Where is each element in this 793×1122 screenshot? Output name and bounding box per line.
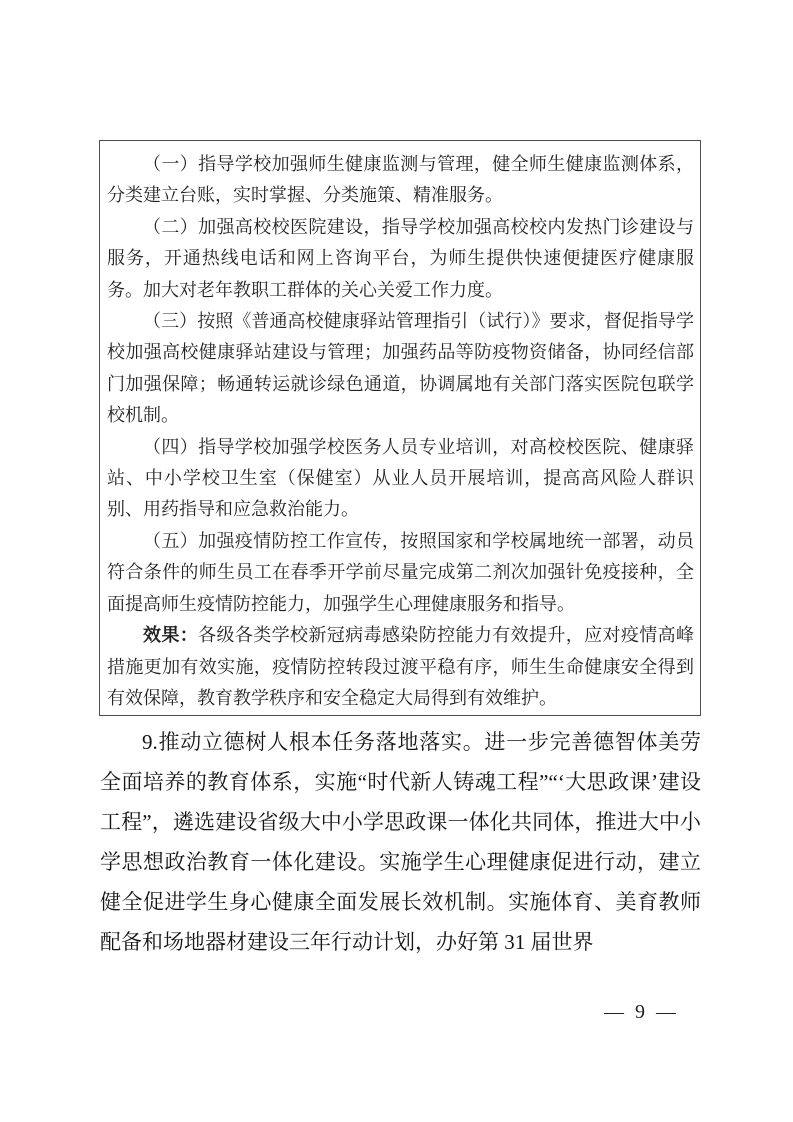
box-paragraph-5: （五）加强疫情防控工作宣传，按照国家和学校属地统一部署，动员符合条件的师生员工在春季开学前尽量完成第二剂次加强针免疫接种，全面提高师生疫情防控能力，加强学生心理健康服务和指导。 <box>107 530 694 614</box>
bordered-summary-box <box>99 140 701 716</box>
box-paragraph-4: （四）指导学校加强学校医务人员专业培训，对高校校医院、健康驿站、中小学校卫生室（保健室）从业人员开展培训，提高高风险人群识别、用药指导和应急救治能力。 <box>107 436 694 520</box>
box-paragraph-1: （一）指导学校加强师生健康监测与管理，健全师生健康监测体系，分类建立台账，实时掌握、分类施策、精准服务。 <box>107 154 694 206</box>
box-paragraph-3: （三）按照《普通高校健康驿站管理指引（试行）》要求，督促指导学校加强高校健康驿站建设与管理；加强药品等防疫物资储备，协同经信部门加强保障；畅通转运就诊绿色通道，协调属地有关部门落实医院包联学校机制。 <box>107 311 694 426</box>
effect-label: 效果： <box>143 625 199 646</box>
box-paragraph-effect <box>107 620 694 714</box>
page-number: — 9 — <box>604 1001 679 1023</box>
effect-text: 各级各类学校新冠病毒感染防控能力有效提升，应对疫情高峰措施更加有效实施，疫情防控转段过渡平稳有序，师生生命健康安全得到有效保障，教育教学秩序和安全稳定大局得到有效维护。 <box>107 625 694 708</box>
box-paragraph-2: （二）加强高校校医院建设，指导学校加强高校校内发热门诊建设与服务，开通热线电话和网上咨询平台，为师生提供快速便捷医疗健康服务。加大对老年教职工群体的关心关爱工作力度。 <box>107 216 694 300</box>
body-paragraph: 9.推动立德树人根本任务落地落实。进一步完善德智体美劳全面培养的教育体系，实施“时代新人铸魂工程”“‘大思政课’建设工程”，遴选建设省级大中小学思政课一体化共同体，推进大中小学思想政治教育一体化建设。实施学生心理健康促进行动，建立健全促进学生身心健康全面发展长效机制。实施体育、美育教师配备和场地器材建设三年行动计划，办好第 31 届世界 <box>100 730 701 954</box>
